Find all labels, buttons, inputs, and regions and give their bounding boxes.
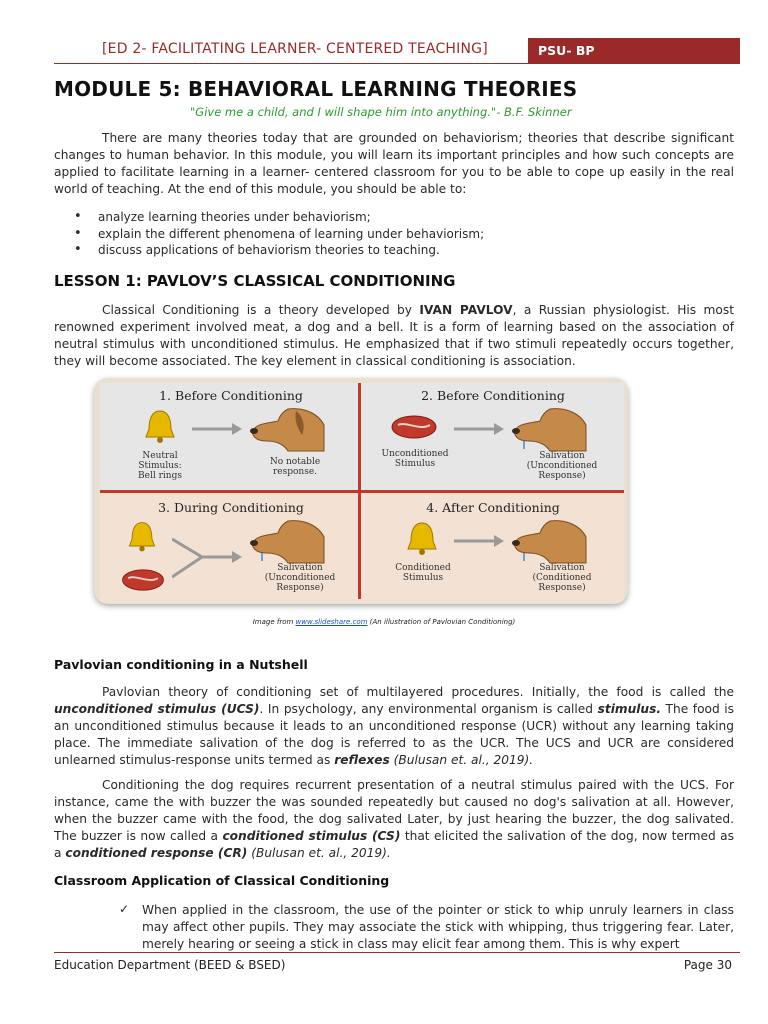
- objective-item: • explain the different phenomena of learning under behaviorism;: [72, 226, 484, 243]
- panel-before-conditioning-2: [362, 383, 624, 491]
- citation: (Bulusan et. al., 2019).: [247, 846, 391, 860]
- response-label: Salivation (Unconditioned Response): [526, 451, 598, 481]
- nutshell-text: Pavlovian theory of conditioning set of multilayered procedures. Initially, the food is called the: [102, 685, 734, 699]
- intro-paragraph: [54, 130, 734, 198]
- nutshell-text: Conditioning the dog requires recurrent presentation of a neutral stimulus paired with the UCS. For instance, came the with buzzer the was sounded repeatedly but caused no dog's salivation at all. However, when the buzzer came with the food, the dog salivated Later, by just hearing the buzzer, the dog salivated. The buzzer is now called a: [54, 778, 734, 843]
- panel-during-conditioning: [100, 495, 362, 603]
- objective-item: • analyze learning theories under behaviorism;: [72, 209, 484, 226]
- ucs-term: unconditioned stimulus (UCS): [54, 702, 260, 716]
- stimulus-term: stimulus.: [597, 702, 661, 716]
- citation: (Bulusan et. al., 2019).: [389, 753, 534, 767]
- response-label: Salivation (Unconditioned Response): [264, 563, 336, 593]
- header-rule: [54, 63, 740, 64]
- module-quote: "Give me a child, and I will shape him into anything."- B.F. Skinner: [190, 105, 572, 119]
- nutshell-text: that elicited the salivation of the dog, now termed as a: [54, 829, 734, 860]
- page-footer: [54, 952, 740, 972]
- bell-icon: [402, 519, 442, 559]
- lesson-text-b: , a Russian physiologist. His most renowned experiment involved meat, a dog and a bell. It is a form of learning based on the association of neutral stimulus with unconditioned stimulus. He emphasized that if two stimuli repeatedly occurs together, they will become associated. The key element in classical conditioning is association.: [54, 303, 734, 368]
- panel-title: 1. Before Conditioning: [159, 388, 303, 403]
- meat-icon: [120, 567, 166, 593]
- lesson-text-a: Classical Conditioning is a theory developed by: [102, 303, 420, 317]
- nutshell-heading: Pavlovian conditioning in a Nutshell: [54, 657, 308, 672]
- classroom-application-item: When applied in the classroom, the use of the pointer or stick to whip unruly learners in class may affect other pupils. They may associate the stick with whipping, thus triggering fear. Later, merely hearing or seeing a stick in class may elicit fear among them. This is why expert: [142, 903, 734, 951]
- objectives-list: [72, 209, 484, 259]
- nutshell-text: . In psychology, any environmental organism is called: [259, 702, 598, 716]
- dog-head-icon: [248, 517, 328, 565]
- page-header: [54, 38, 740, 64]
- panel-title: 2. Before Conditioning: [421, 388, 565, 403]
- panel-after-conditioning: [362, 495, 624, 603]
- bell-icon: [124, 519, 160, 555]
- course-title: [ED 2- FACILITATING LEARNER- CENTERED TEACHING]: [102, 41, 488, 57]
- figure-divider-horizontal: [100, 490, 624, 493]
- bell-icon: [140, 407, 180, 447]
- lesson-paragraph: [54, 302, 734, 370]
- cr-term: conditioned response (CR): [65, 846, 248, 860]
- panel-title: 4. After Conditioning: [426, 500, 560, 515]
- arrow-icon: [454, 535, 504, 547]
- footer-department: Education Department (BEED & BSED): [54, 958, 286, 972]
- stimulus-label: Conditioned Stimulus: [395, 563, 451, 583]
- arrow-icon: [454, 423, 504, 435]
- lesson-title: LESSON 1: PAVLOV’S CLASSICAL CONDITIONING: [54, 272, 456, 290]
- dog-head-icon: [248, 405, 328, 453]
- slideshare-link[interactable]: www.slideshare.com: [295, 618, 368, 626]
- response-label: No notable response.: [269, 457, 321, 477]
- cs-term: conditioned stimulus (CS): [222, 829, 401, 843]
- arrow-icon: [192, 423, 242, 435]
- reflexes-term: reflexes: [334, 753, 390, 767]
- pavlov-name: IVAN PAVLOV: [419, 303, 513, 317]
- caption-prefix: Image from: [252, 618, 296, 626]
- module-title: MODULE 5: BEHAVIORAL LEARNING THEORIES: [54, 77, 578, 101]
- panel-title: 3. During Conditioning: [158, 500, 304, 515]
- nutshell-paragraph-1: [54, 684, 734, 769]
- objective-item: • discuss applications of behaviorism theories to teaching.: [72, 242, 484, 259]
- intro-text: There are many theories today that are grounded on behaviorism; theories that describe significant changes to human behavior. In this module, you will learn its important principles and how such concepts are applied to facilitate learning in a learner- centered classroom for you to be able to cope up easily in the real world of teaching. At the end of this module, you should be able to:: [54, 131, 734, 196]
- figure-caption: [0, 618, 768, 626]
- dog-head-icon: [510, 517, 590, 565]
- caption-suffix: (An illustration of Pavlovian Conditioning): [367, 618, 516, 626]
- stimulus-label: Neutral Stimulus: Bell rings: [138, 451, 182, 481]
- page-number: Page 30: [683, 958, 732, 972]
- nutshell-text: The food is an unconditioned stimulus because it leads to an unconditioned response (UCR) without any learning taking place. The immediate salivation of the dog is referred to as the UCR. The UCS and UCR are considered unlearned stimulus-response units termed as: [54, 702, 735, 767]
- response-label: Salivation (Conditioned Response): [532, 563, 592, 593]
- campus-badge: PSU- BP: [528, 38, 740, 63]
- meat-icon: [390, 413, 438, 441]
- merge-arrow-icon: [172, 533, 242, 583]
- nutshell-paragraph-2: [54, 777, 734, 862]
- dog-head-icon: [510, 405, 590, 453]
- pavlov-illustration: [94, 378, 628, 604]
- classroom-heading: Classroom Application of Classical Conditioning: [54, 873, 390, 888]
- panel-before-conditioning-1: [100, 383, 362, 491]
- checkmark-icon: ✓: [119, 902, 130, 916]
- stimulus-label: Unconditioned Stimulus: [381, 449, 449, 469]
